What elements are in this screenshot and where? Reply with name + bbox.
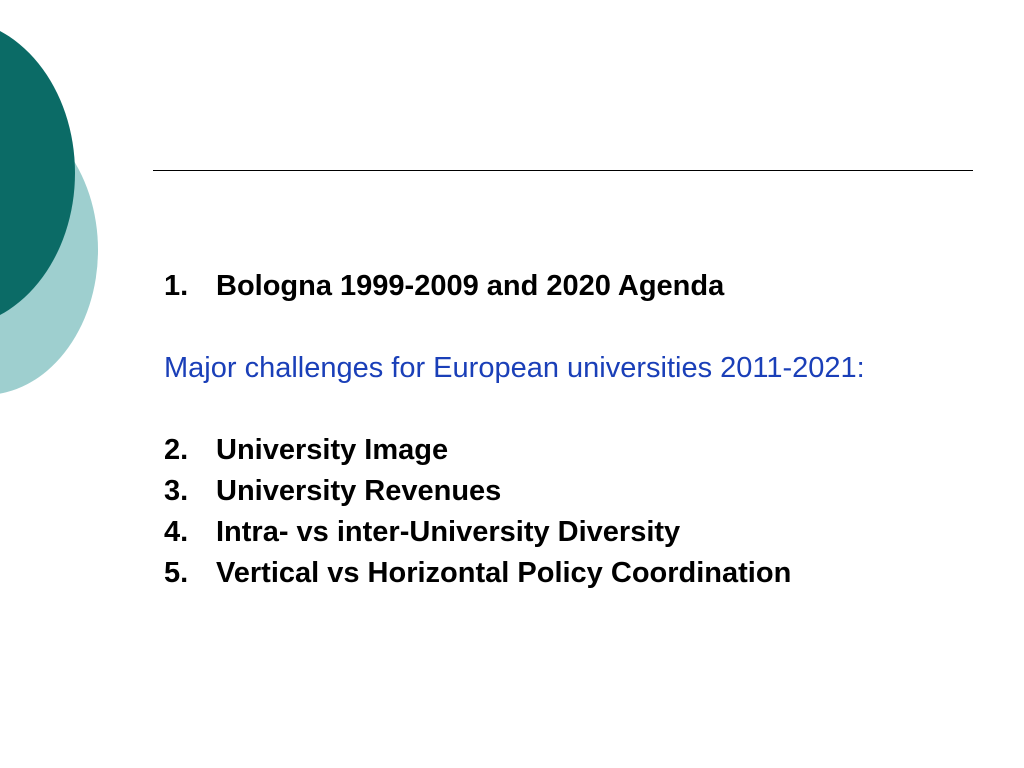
list-item xyxy=(164,266,1014,307)
list-item-text: Bologna 1999-2009 and 2020 Agenda xyxy=(216,270,725,302)
list-item-number: 2. xyxy=(164,434,189,466)
slide-content xyxy=(164,266,1014,594)
list-item-text: Intra- vs inter-University Diversity xyxy=(216,516,681,548)
list-item-text: University Image xyxy=(216,434,449,466)
title-divider-line xyxy=(153,170,973,171)
list-item-number: 1. xyxy=(164,270,189,302)
list-item xyxy=(164,553,1014,594)
list-item-text: Vertical vs Horizontal Policy Coordination xyxy=(216,557,792,589)
list-item-number: 4. xyxy=(164,516,189,548)
list-item-text: University Revenues xyxy=(216,475,502,507)
list-item-number: 5. xyxy=(164,557,189,589)
spacer xyxy=(164,389,1014,430)
list-item xyxy=(164,430,1014,471)
section-subtitle: Major challenges for European universities 2011-2021: xyxy=(164,352,865,384)
list-item xyxy=(164,512,1014,553)
list-item-number: 3. xyxy=(164,475,189,507)
list-item xyxy=(164,471,1014,512)
spacer xyxy=(164,307,1014,348)
